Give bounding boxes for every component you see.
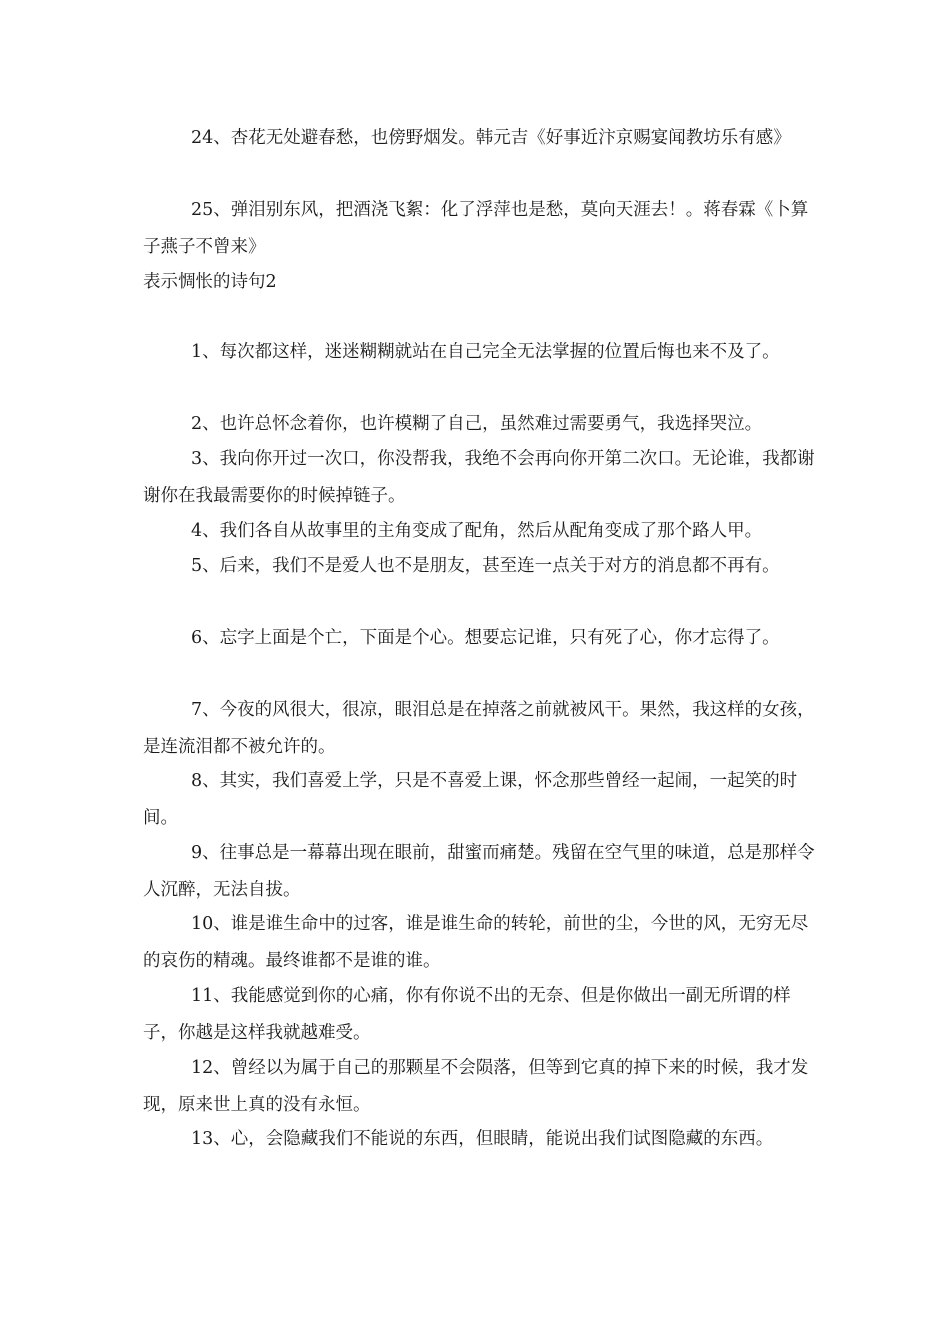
- list-item-10: 10、谁是谁生命中的过客，谁是谁生命的转轮，前世的尘，今世的风，无穷无尽的哀伤的精魂。最终谁都不是谁的谁。: [143, 914, 809, 971]
- list-item-11: 11、我能感觉到你的心痛，你有你说不出的无奈、但是你做出一副无所谓的样子，你越是这样我就越难受。: [143, 986, 791, 1043]
- list-item-1: 1、每次都这样，迷迷糊糊就站在自己完全无法掌握的位置后悔也来不及了。: [191, 342, 780, 362]
- list-item-8: 8、其实，我们喜爱上学，只是不喜爱上课，怀念那些曾经一起闹，一起笑的时间。: [143, 771, 798, 828]
- list-item-6: 6、忘字上面是个亡，下面是个心。想要忘记谁，只有死了心，你才忘得了。: [191, 628, 780, 648]
- poem-line-25: 25、弹泪别东风，把酒浇飞絮：化了浮萍也是愁，莫向天涯去！。蒋春霖《卜算子燕子不曾来》: [143, 200, 809, 257]
- list-item-5: 5、后来，我们不是爱人也不是朋友，甚至连一点关于对方的消息都不再有。: [191, 556, 780, 576]
- list-item-9: 9、往事总是一幕幕出现在眼前，甜蜜而痛楚。残留在空气里的味道，总是那样令人沉醉，无法自拔。: [143, 843, 815, 900]
- list-item-7: 7、今夜的风很大，很凉，眼泪总是在掉落之前就被风干。果然，我这样的女孩，是连流泪都不被允许的。: [143, 700, 815, 757]
- section-title: 表示惆怅的诗句2: [143, 272, 277, 292]
- list-item-3: 3、我向你开过一次口，你没帮我，我绝不会再向你开第二次口。无论谁，我都谢谢你在我最需要你的时候掉链子。: [143, 449, 815, 506]
- list-item-4: 4、我们各自从故事里的主角变成了配角，然后从配角变成了那个路人甲。: [191, 521, 763, 541]
- poem-line-24: 24、杏花无处避春愁，也傍野烟发。韩元吉《好事近汴京赐宴闻教坊乐有感》: [191, 128, 791, 148]
- list-item-12: 12、曾经以为属于自己的那颗星不会陨落，但等到它真的掉下来的时候，我才发现，原来世上真的没有永恒。: [143, 1058, 809, 1115]
- list-item-13: 13、心，会隐藏我们不能说的东西，但眼睛，能说出我们试图隐藏的东西。: [191, 1129, 774, 1149]
- list-item-2: 2、也许总怀念着你，也许模糊了自己，虽然难过需要勇气，我选择哭泣。: [191, 414, 763, 434]
